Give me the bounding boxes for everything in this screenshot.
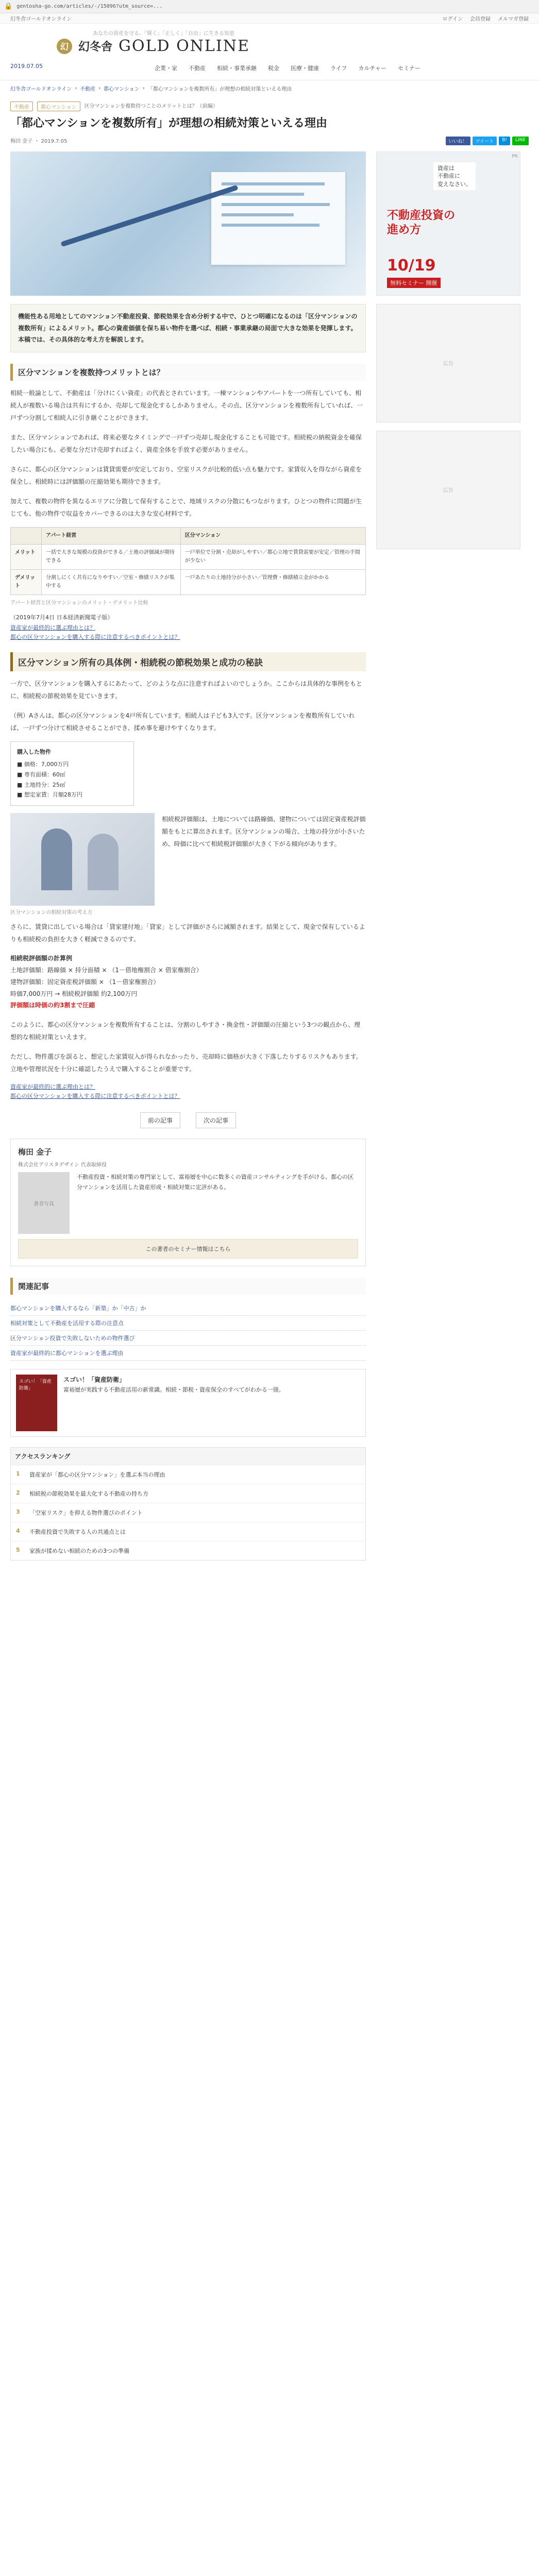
row-head: メリット xyxy=(11,545,42,570)
site-header xyxy=(0,24,539,80)
content-row xyxy=(10,304,529,1561)
related-link[interactable]: 都心の区分マンションを購入する際に注意するべきポイントとは？ xyxy=(10,634,180,641)
tagline: あなたの資産を守る、「賢く」「正しく」「自由」に生きる知恵 xyxy=(93,31,234,37)
related-link[interactable]: 資産家が最終的に選ぶ理由とは？ xyxy=(10,624,95,632)
next-article-button[interactable]: 次の記事 xyxy=(196,1112,236,1128)
nav-item-company[interactable]: 企業・家 xyxy=(155,65,177,72)
calc-result: 評価額は時価の約3割まで圧縮 xyxy=(10,1002,95,1009)
author-name: 梅田 金子 xyxy=(18,1147,52,1157)
figure-caption: 区分マンションの相続対策の考え方 xyxy=(10,910,93,916)
section-heading-2: 区分マンション所有の具体例・相続税の節税効果と成功の秘訣 xyxy=(10,652,366,671)
ranking-item[interactable]: 3 「空室リスク」を抑える物件選びのポイント xyxy=(11,1503,365,1522)
list-item[interactable]: 区分マンション投資で失敗しないための物件選び xyxy=(10,1331,366,1346)
ranking-item[interactable]: 5 家族が揉めない相続のための3つの準備 xyxy=(11,1541,365,1560)
table-cell: 分割しにくく共有になりやすい／空室・修繕リスクが集中する xyxy=(42,570,181,595)
newsletter-link[interactable]: メルマガ登録 xyxy=(498,16,529,22)
tag-mansion[interactable]: 都心マンション xyxy=(37,101,80,111)
access-ranking xyxy=(10,1447,366,1561)
section-heading-1: 区分マンションを複数持つメリットとは？ xyxy=(10,364,366,381)
paragraph: 相続税評価額は、土地については路線価、建物については固定資産税評価額をもとに算出されます。区分マンションの場合、土地の持分が小さいため、時価に比べて相続税評価額が大きく下がる傾向があります。 xyxy=(162,816,366,848)
line-share-button[interactable]: LINE xyxy=(512,137,529,145)
list-item[interactable]: 資産家が最終的に都心マンションを選ぶ理由 xyxy=(10,1346,366,1361)
example-line: ■ 専有面積：60㎡ xyxy=(17,771,65,778)
breadcrumb-home[interactable]: 幻冬舎ゴールドオンライン xyxy=(10,87,72,92)
sidebar xyxy=(376,304,520,1561)
nav-item-inheritance[interactable]: 相続・事業承継 xyxy=(217,65,257,72)
calc-line: 時価7,000万円 → 相続税評価額 約2,100万円 xyxy=(10,990,138,997)
hatena-share-button[interactable]: B! xyxy=(499,137,510,145)
table-header: 区分マンション xyxy=(180,528,365,545)
example-line: ■ 想定家賃：月額28万円 xyxy=(17,791,82,799)
article-body xyxy=(10,304,366,1561)
nav-item-life[interactable]: ライフ xyxy=(330,65,347,72)
nav-item-realestate[interactable]: 不動産 xyxy=(189,65,206,72)
list-item[interactable]: 都心マンションを購入するなら「新築」か「中古」か xyxy=(10,1301,366,1316)
related-link[interactable]: 都心の区分マンションを購入する際に注意するべきポイントとは？ xyxy=(10,1093,180,1100)
ad-date: 10/19 xyxy=(387,256,436,275)
breadcrumb-subcategory[interactable]: 都心マンション xyxy=(104,87,140,92)
hero-image xyxy=(10,151,366,296)
paragraph: さらに、都心の区分マンションは賃貸需要が安定しており、空室リスクが比較的低い点も魅力です。家賃収入を得ながら資産を保全し、相続時には評価額の圧縮効果も期待できます。 xyxy=(10,466,362,486)
ranking-item[interactable]: 4 不動産投資で失敗する人の共通点とは xyxy=(11,1522,365,1541)
example-line: ■ 土地持分：25㎡ xyxy=(17,781,65,788)
paragraph: 加えて、複数の物件を異なるエリアに分散して保有することで、地域リスクの分散にもつながります。ひとつの物件に問題が生じても、他の物件で収益をカバーできるのは大きな安心材料です。 xyxy=(10,498,362,518)
ranking-title: アクセスランキング xyxy=(11,1448,365,1465)
nav-item-tax[interactable]: 税金 xyxy=(268,65,279,72)
hero-row xyxy=(10,151,529,296)
logo-mark-icon: 幻 xyxy=(57,39,72,54)
table-header xyxy=(11,528,42,545)
table-row xyxy=(11,545,366,570)
list-item[interactable]: 相続対策として不動産を活用する際の注意点 xyxy=(10,1316,366,1331)
paragraph: このように、都心の区分マンションを複数所有することは、分割のしやすさ・換金性・評価額の圧縮という3つの観点から、理想的な相続対策といえます。 xyxy=(10,1021,361,1041)
source-note: （2019年7月4日 日本経済新聞電子版） xyxy=(10,614,113,621)
author-profile xyxy=(10,1139,366,1266)
table-row xyxy=(11,570,366,595)
related-articles xyxy=(10,1278,366,1361)
book-info: 富裕層が実践する不動産活用の新常識。相続・節税・資産保全のすべてがわかる一冊。 xyxy=(63,1386,284,1393)
paragraph: 相続一般論として、不動産は「分けにくい資産」の代表とされています。一棟マンションやアパートを一つ所有していても、相続人が複数いる場合は共有にするか、売却して現金化するしかありません。その点、区分マンションを複数所有していれば、一戸ずつ分割して相続人に引き継ぐことができます。 xyxy=(10,389,363,422)
main-nav xyxy=(155,64,420,72)
related-link[interactable]: 資産家が最終的に選ぶ理由とは？ xyxy=(10,1083,95,1091)
prev-article-button[interactable]: 前の記事 xyxy=(140,1112,180,1128)
book-cover: スゴい！「資産防衛」 xyxy=(16,1375,57,1431)
register-link[interactable]: 会員登録 xyxy=(470,16,491,22)
url-text[interactable]: gentosha-go.com/articles/-/15096?utm_source=... xyxy=(16,4,163,9)
ad-small-text: 資産は 不動産に 変えなさい。 xyxy=(433,162,476,190)
calc-title: 相続税評価額の計算例 xyxy=(10,955,73,962)
consultation-photo xyxy=(10,813,155,906)
table-header: アパート経営 xyxy=(42,528,181,545)
paragraph: ただし、物件選びを誤ると、想定した家賃収入が得られなかったり、売却時に価格が大きく下落したりするリスクもあります。立地や管理状況を十分に確認したうえで購入することが重要です。 xyxy=(10,1053,362,1073)
example-line: ■ 価格：7,000万円 xyxy=(17,760,69,768)
table-cell: 一戸単位で分割・売却がしやすい／都心立地で賃貸需要が安定／管理の手間が少ない xyxy=(180,545,365,570)
share-buttons xyxy=(446,137,529,145)
header-date: 2019.07.05 xyxy=(10,63,43,70)
lock-icon: 🔒 xyxy=(4,3,13,10)
author-seminar-banner[interactable]: この著者のセミナー情報はこちら xyxy=(18,1239,358,1259)
example-title: 購入した物件 xyxy=(17,749,51,756)
table-cell: 一括で大きな規模の投資ができる／土地の評価減が期待できる xyxy=(42,545,181,570)
table-caption: アパート経営と区分マンションのメリット・デメリット比較 xyxy=(10,600,148,606)
breadcrumb: 幻冬舎ゴールドオンライン › 不動産 › 都心マンション › 「都心マンションを複数所有」が理想の相続対策といえる理由 xyxy=(10,86,292,92)
article-meta xyxy=(10,137,529,145)
avatar: 著者写真 xyxy=(18,1172,70,1234)
logo-jp: 幻冬舎 xyxy=(78,40,113,54)
comparison-table xyxy=(10,527,366,595)
browser-address-bar[interactable] xyxy=(0,0,539,13)
paragraph: 一方で、区分マンションを購入するにあたって、どのような点に注意すればよいのでしょうか。ここからは具体的な事例をもとに、相続税の節税効果を見ていきます。 xyxy=(10,680,362,700)
paragraph: さらに、賃貸に出している場合は「貸家建付地」「貸家」として評価がさらに減額されます。結果として、現金で保有しているよりも相続税の負担を大きく軽減できるのです。 xyxy=(10,923,365,943)
ranking-item[interactable]: 2 相続税の節税効果を最大化する不動産の持ち方 xyxy=(11,1484,365,1503)
logo-en: GOLD ONLINE xyxy=(119,37,250,55)
pager xyxy=(10,1112,366,1128)
paragraph: （例）Aさんは、都心の区分マンションを4戸所有しています。相続人は子ども3人です。区分マンションを複数所有していれば、一戸ずつ分けて相続させることができ、揉め事を避けやすくなります。 xyxy=(10,712,355,732)
ad-seminar-button[interactable]: 無料セミナー 開催 xyxy=(387,278,441,288)
nav-item-culture[interactable]: カルチャー xyxy=(358,65,387,72)
site-name-small: 幻冬舎ゴールドオンライン xyxy=(10,16,72,22)
example-box xyxy=(10,741,134,806)
seminar-ad[interactable] xyxy=(376,151,520,296)
ad-label: PR xyxy=(512,154,518,159)
author-date: 梅田 金子 ・ 2019.7.05 xyxy=(10,138,68,144)
login-link[interactable]: ログイン xyxy=(442,16,463,22)
calculation-block xyxy=(10,953,366,1011)
twitter-share-button[interactable]: ツイート xyxy=(473,137,497,145)
nav-item-health[interactable]: 医療・健康 xyxy=(291,65,319,72)
book-title: スゴい！「資産防衛」 xyxy=(63,1376,126,1384)
calc-line: 土地評価額：路線価 × 持分面積 × （1－借地権割合 × 借家権割合） xyxy=(10,966,203,974)
paragraph: また、区分マンションであれば、将来必要なタイミングで一戸ずつ売却し現金化することも可能です。相続税の納税資金を確保したい場合にも、必要な分だけ売却すればよく、資産全体を手放す必要がありません。 xyxy=(10,434,362,454)
article-title: 「都心マンションを複数所有」が理想の相続対策といえる理由 xyxy=(10,116,328,130)
row-head: デメリット xyxy=(11,570,42,595)
article-tags xyxy=(10,101,529,111)
ranking-item[interactable]: 1 資産家が「都心の区分マンション」を選ぶ本当の理由 xyxy=(11,1465,365,1484)
facebook-share-button[interactable]: いいね！ xyxy=(446,137,470,145)
ad-headline: 不動産投資の 進め方 xyxy=(387,209,456,237)
nav-item-seminar[interactable]: セミナー xyxy=(398,65,421,72)
related-title: 関連記事 xyxy=(10,1278,366,1295)
breadcrumb-category[interactable]: 不動産 xyxy=(80,87,96,92)
tag-realestate[interactable]: 不動産 xyxy=(10,101,33,111)
breadcrumb-current: 「都心マンションを複数所有」が理想の相続対策といえる理由 xyxy=(147,87,292,92)
author-bio: 不動産投資・相続対策の専門家として、富裕層を中心に数多くの資産コンサルティングを手がける。都心の区分マンションを活用した資産形成・相続対策に定評がある。 xyxy=(77,1174,354,1191)
calc-line: 建物評価額：固定資産税評価額 × （1－借家権割合） xyxy=(10,978,160,986)
figure xyxy=(10,813,366,916)
sidebar-ad[interactable]: 広告 xyxy=(376,304,520,422)
author-org: 株式会社アリスタデザイン 代表取締役 xyxy=(18,1162,107,1168)
site-logo[interactable] xyxy=(57,37,250,55)
series-title: 区分マンションを複数持つことのメリットとは？（前編） xyxy=(84,104,218,109)
table-cell: 一戸あたりの土地持分が小さい／管理費・修繕積立金がかかる xyxy=(180,570,365,595)
sidebar-ad[interactable]: 広告 xyxy=(376,431,520,549)
article-lead: 機能性ある用地としてのマンション不動産投資、節税効果を含め分析する中で、ひとつ明確になるのは「区分マンションの複数所有」によるメリット。都心の資産価値を保ち易い物件を選べば、相続・事業承継の局面で大きな効果を発揮します。本稿では、その具体的な考え方を解説します。 xyxy=(10,304,366,352)
main-area xyxy=(0,96,539,2576)
utility-bar xyxy=(0,13,539,24)
book-promo[interactable] xyxy=(10,1369,366,1437)
